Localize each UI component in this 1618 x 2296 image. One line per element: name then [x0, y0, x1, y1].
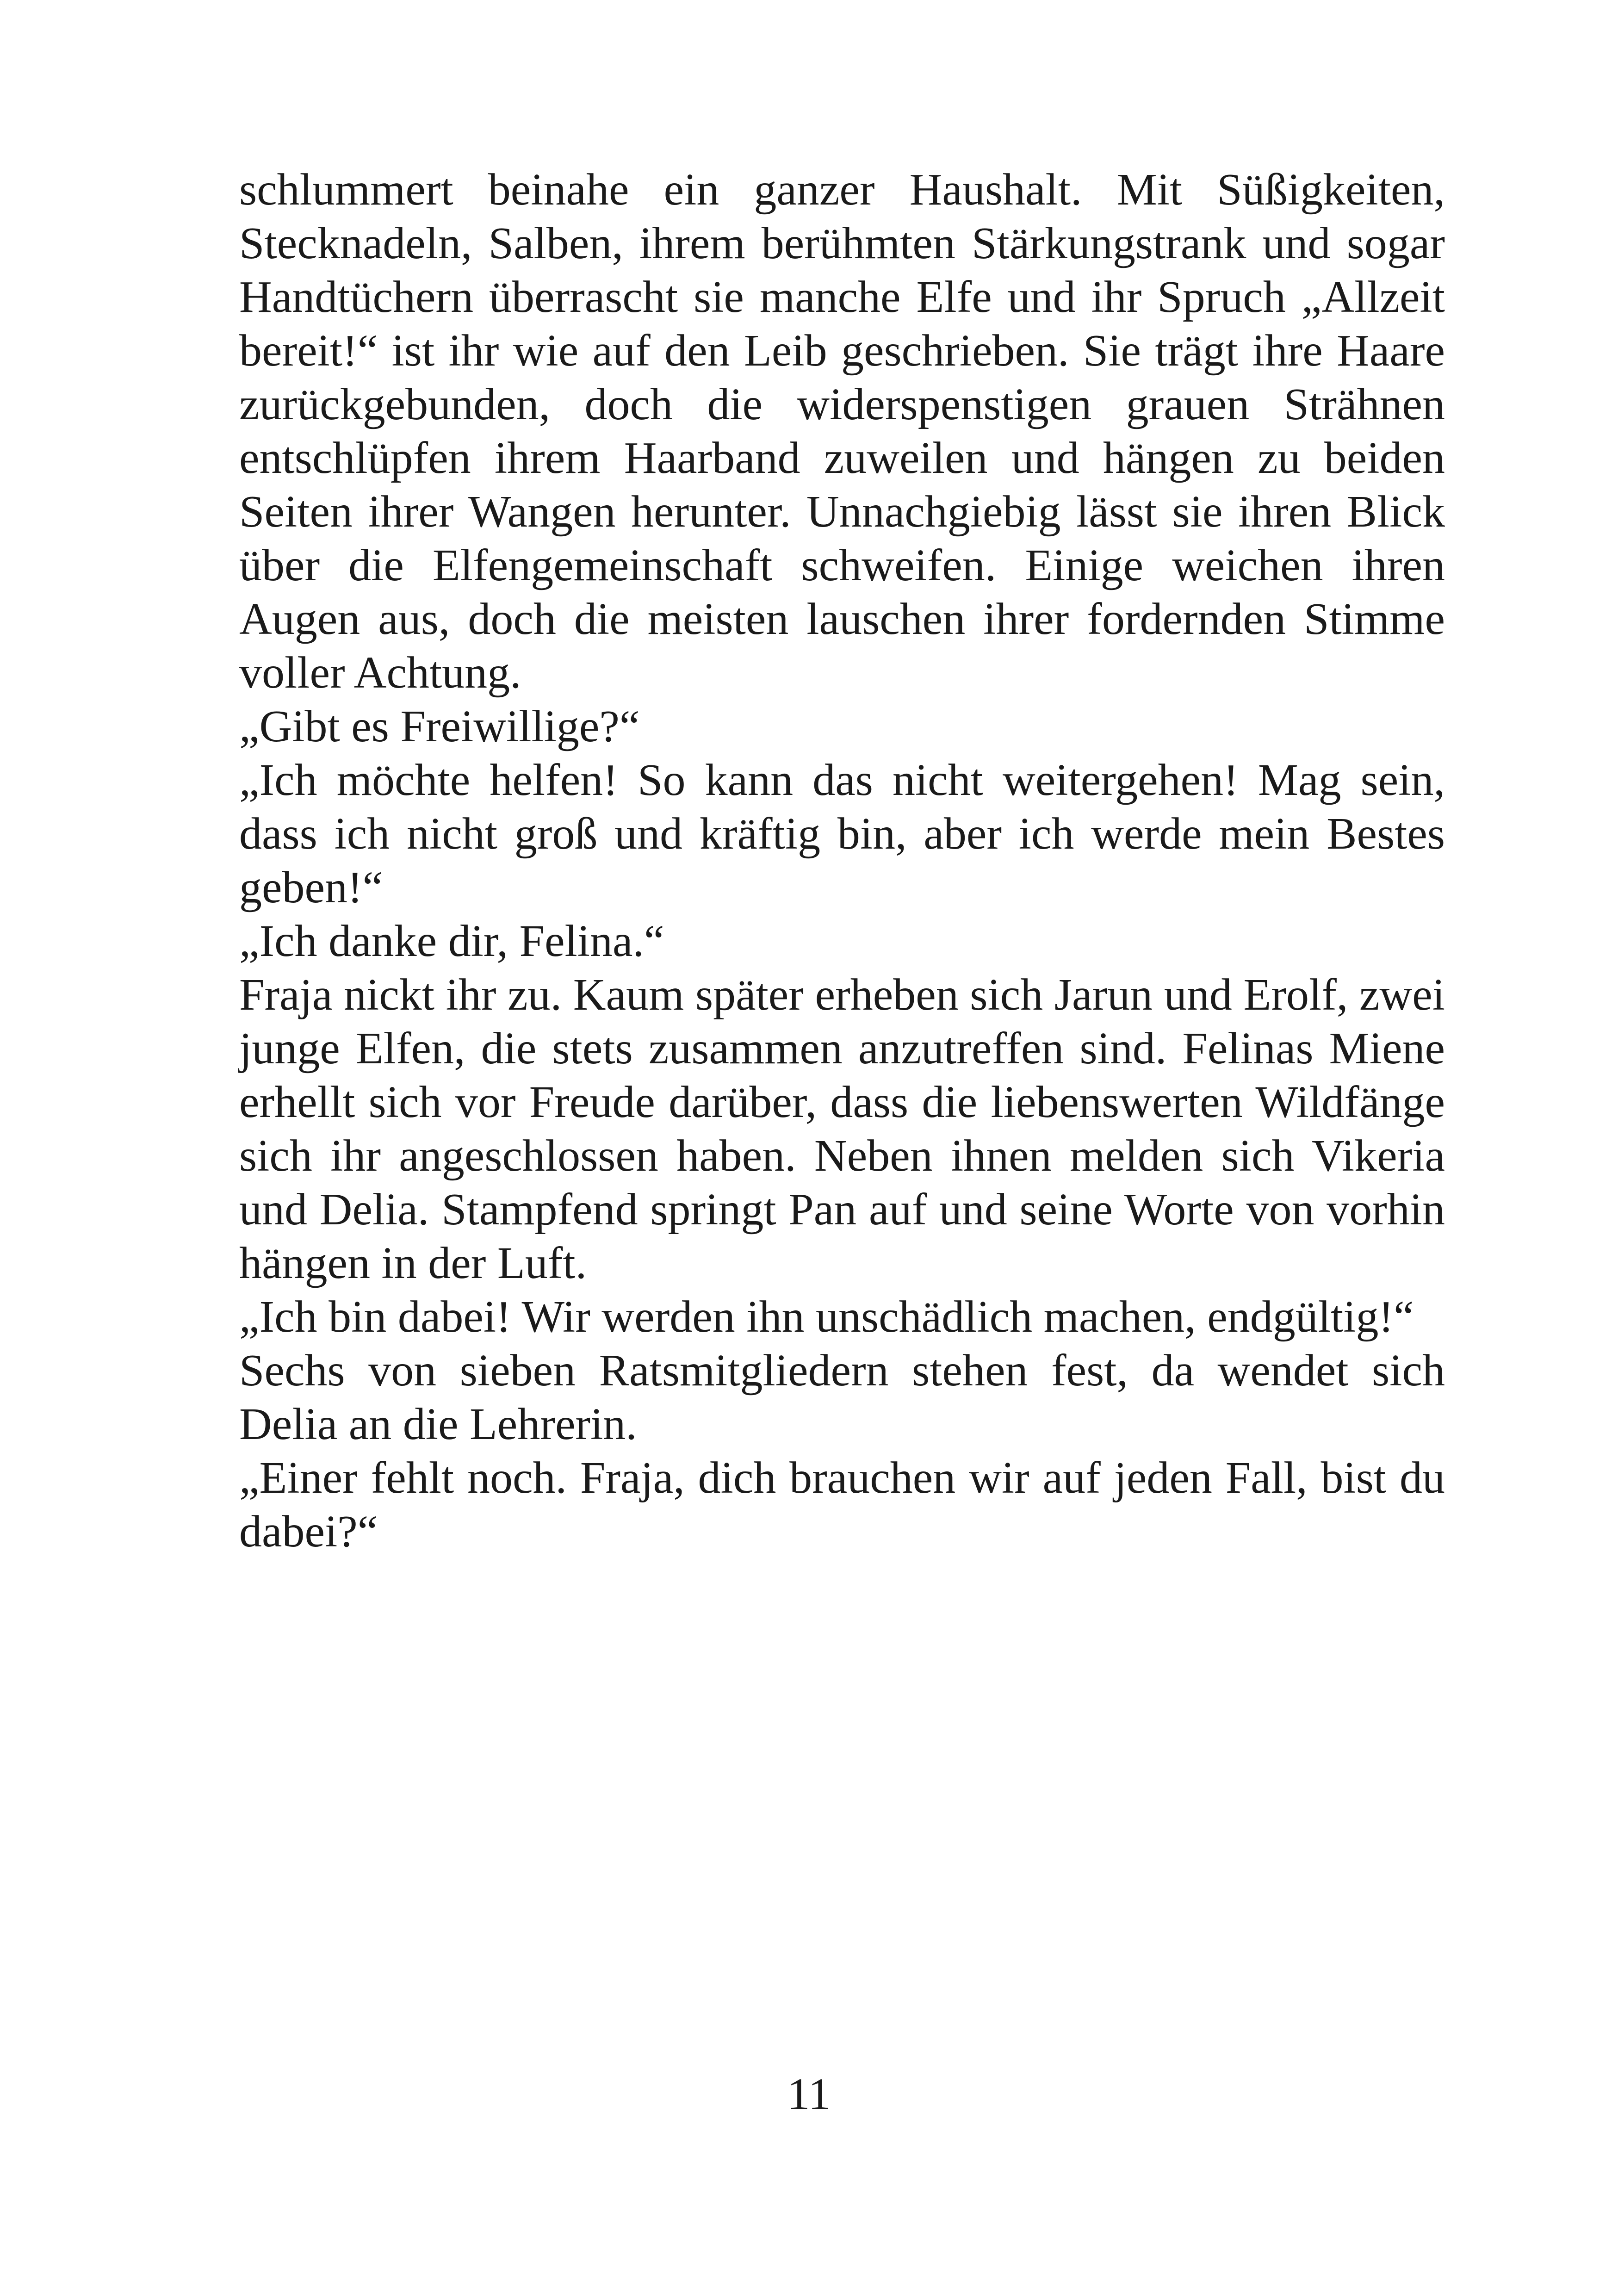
paragraph: „Ich bin dabei! Wir werden ihn unschädlich machen, endgültig!“: [239, 1292, 1414, 1342]
paragraph: schlummert beinahe ein ganzer Haushalt. Mit Süßigkeiten, Stecknadeln, Salben, ihrem berühmten Stärkungstrank und sogar Handtüchern überrascht sie manche Elfe und ihr Spruch „Allzeit bereit!“ ist ihr wie auf den Leib geschrieben. Sie trägt ihre Haare zurückgebunden, doch die widerspenstigen grauen Strähnen entschlüpfen ihrem Haarband zuweilen und hängen zu beiden Seiten ihrer Wangen herunter. Unnachgiebig lässt sie ihren Blick über die Elfengemeinschaft schweifen. Einige weichen ihren Augen aus, doch die meisten lauschen ihrer fordernden Stimme voller Achtung.: [239, 165, 1445, 698]
paragraph: Fraja nickt ihr zu. Kaum später erheben sich Jarun und Erolf, zwei junge Elfen, die stets zusammen anzutreffen sind. Felinas Miene erhellt sich vor Freude darüber, dass die liebenswerten Wildfänge sich ihr angeschlossen haben. Neben ihnen melden sich Vikeria und Delia. Stampfend springt Pan auf und seine Worte von vorhin hängen in der Luft.: [239, 970, 1445, 1288]
page-number: 11: [787, 2069, 831, 2119]
paragraph: „Ich danke dir, Felina.“: [239, 916, 664, 966]
paragraph: „Ich möchte helfen! So kann das nicht weitergehen! Mag sein, dass ich nicht groß und kräftig bin, aber ich werde mein Bestes geben!“: [239, 755, 1445, 912]
paragraph: „Gibt es Freiwillige?“: [239, 701, 640, 751]
body-text: [239, 163, 1445, 1558]
paragraph: Sechs von sieben Ratsmitgliedern stehen fest, da wendet sich Delia an die Lehrerin.: [239, 1346, 1445, 1449]
paragraph: „Einer fehlt noch. Fraja, dich brauchen wir auf jeden Fall, bist du dabei?“: [239, 1453, 1445, 1557]
